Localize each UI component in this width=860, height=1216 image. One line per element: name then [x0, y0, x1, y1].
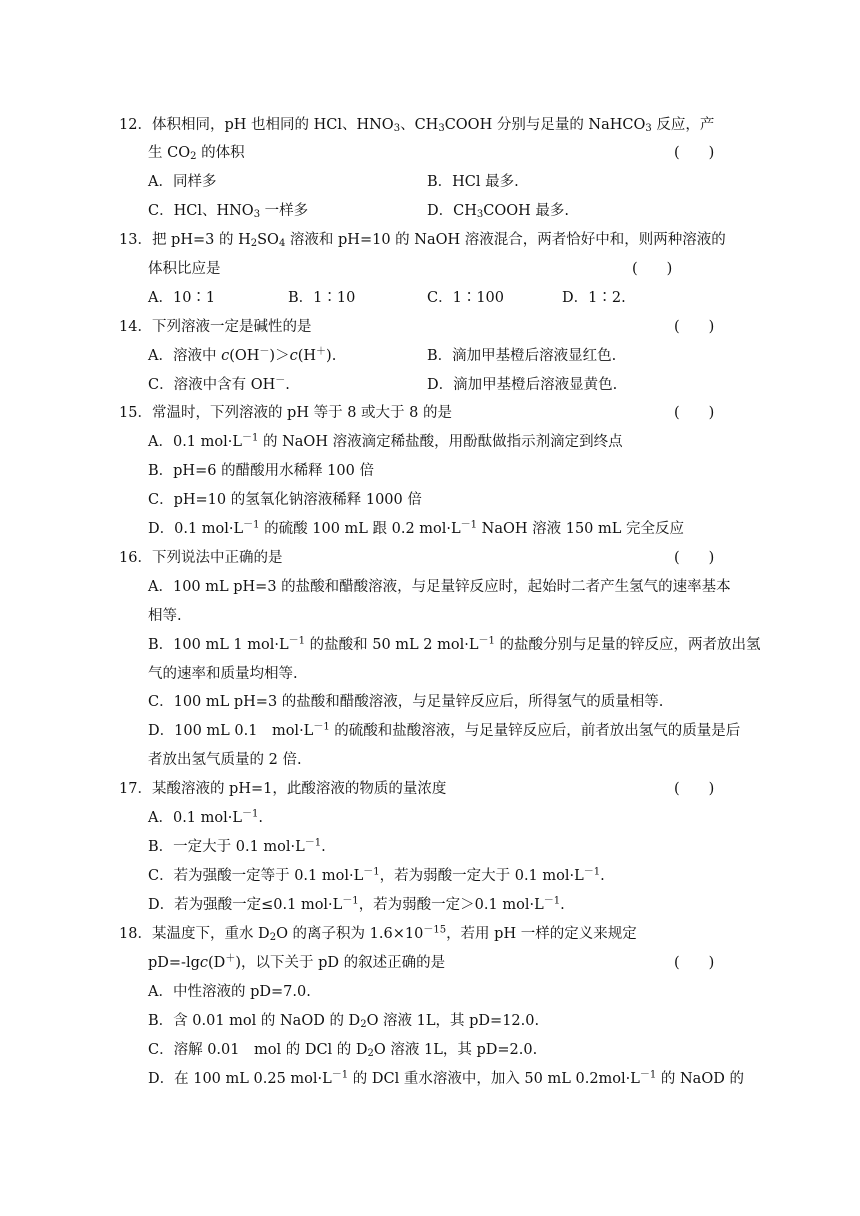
answer-option: A．同样多 — [148, 174, 217, 190]
answer-option: B．pH=6 的醋酸用水稀释 100 倍 — [148, 463, 374, 479]
answer-option: B．100 mL 1 $mol\cdot L^{-1}$ 的盐酸和 50 mL 2 $mol\cdot L^{-1}$ 的盐酸分别与足量的锌反应，两者放出氢 — [148, 635, 761, 653]
question-stem-line: pD=-lgc(D＋)，以下关于 pD 的叙述正确的是 — [148, 953, 446, 971]
question-stem-line: 13．把 pH=3 的 $H_2SO_4$ 溶液和 pH=10 的 NaOH 溶液混合，两者恰好中和，则两种溶液的 — [119, 232, 726, 249]
question-stem-line: 16．下列说法中正确的是 — [119, 550, 283, 566]
answer-option: B．含 0.01 mol 的 NaOD 的 $D_2O$ 溶液 1L，其 pD=12.0. — [148, 1013, 540, 1030]
answer-option: 相等. — [148, 608, 182, 624]
answer-option: C．100 mL pH=3 的盐酸和醋酸溶液，与足量锌反应后，所得氢气的质量相等. — [148, 694, 664, 710]
answer-option: 气的速率和质量均相等. — [148, 666, 298, 682]
question-stem-line: 14．下列溶液一定是碱性的是 — [119, 319, 312, 335]
answer-option: B．1∶10 — [288, 290, 356, 306]
answer-option: D．在 100 mL 0.25 $mol\cdot L^{-1}$ 的 DCl 重水溶液中，加入 50 mL $0.2mol\cdot L^{-1}$ 的 NaOD 的 — [148, 1069, 744, 1087]
answer-blank: ( ) — [632, 261, 673, 277]
answer-option: D．100 mL 0.1 $mol\cdot L^{-1}$ 的硫酸和盐酸溶液，与足量锌反应后，前者放出氢气的质量是后 — [148, 721, 741, 739]
answer-blank: ( ) — [674, 781, 715, 797]
answer-option: C．1∶100 — [427, 290, 504, 306]
answer-option: C．溶解 0.01 mol 的 DCl 的 $D_2O$ 溶液 1L，其 pD=2.0. — [148, 1042, 538, 1059]
answer-option: D．1∶2. — [562, 290, 626, 306]
question-stem-line: 体积比应是 — [148, 261, 221, 277]
answer-option: B．一定大于 0.1 $mol\cdot L^{-1}$. — [148, 837, 326, 855]
answer-option: A．溶液中 c(OH－)＞c(H＋). — [148, 346, 337, 364]
answer-option: A．0.1 $mol\cdot L^{-1}$ 的 NaOH 溶液滴定稀盐酸，用酚酞做指示剂滴定到终点 — [148, 432, 623, 450]
answer-option: B．滴加甲基橙后溶液显红色. — [427, 348, 617, 364]
question-stem-line: 18．某温度下，重水 $D_2O$ 的离子积为 $1.6\times 10^{-15}$，若用 pH 一样的定义来规定 — [119, 924, 637, 943]
answer-option: D．若为强酸一定≤0.1 $mol\cdot L^{-1}$，若为弱酸一定＞0.1 $mol\cdot L^{-1}$. — [148, 895, 565, 913]
question-stem-line: 12．体积相同，pH 也相同的 HCl、$HNO_3$、$CH_3COOH$ 分别与足量的 NaHCO$_3$ 反应，产 — [119, 117, 715, 134]
answer-option: 者放出氢气质量的 2 倍. — [148, 752, 302, 768]
answer-option: D．$CH_3COOH$ 最多. — [427, 203, 569, 220]
question-stem-line: 15．常温时，下列溶液的 pH 等于 8 或大于 8 的是 — [119, 405, 452, 421]
answer-option: A．中性溶液的 pD=7.0. — [148, 984, 311, 1000]
question-stem-line: 17．某酸溶液的 pH=1，此酸溶液的物质的量浓度 — [119, 781, 447, 797]
answer-option: C．溶液中含有 OH－. — [148, 375, 290, 393]
answer-blank: ( ) — [674, 145, 715, 161]
answer-blank: ( ) — [674, 550, 715, 566]
answer-option: C．HCl、$HNO_3$ 一样多 — [148, 203, 309, 220]
answer-option: A．100 mL pH=3 的盐酸和醋酸溶液，与足量锌反应时，起始时二者产生氢气的速率基本 — [148, 579, 731, 595]
answer-option: D．滴加甲基橙后溶液显黄色. — [427, 377, 618, 393]
answer-option: C．若为强酸一定等于 0.1 $mol\cdot L^{-1}$，若为弱酸一定大于 0.1 $mol\cdot L^{-1}$. — [148, 866, 605, 884]
answer-blank: ( ) — [674, 405, 715, 421]
answer-option: A．0.1 $mol\cdot L^{-1}$. — [148, 808, 263, 826]
question-stem-line: 生 $CO_2$ 的体积 — [148, 145, 245, 162]
answer-option: C．pH=10 的氢氧化钠溶液稀释 1000 倍 — [148, 492, 422, 508]
answer-option: D．0.1 $mol\cdot L^{-1}$ 的硫酸 100 mL 跟 0.2 $mol\cdot L^{-1}$ NaOH 溶液 150 mL 完全反应 — [148, 519, 684, 537]
answer-option: A．10∶1 — [148, 290, 216, 306]
answer-blank: ( ) — [674, 319, 715, 335]
answer-blank: ( ) — [674, 955, 715, 971]
answer-option: B．HCl 最多. — [427, 174, 519, 190]
